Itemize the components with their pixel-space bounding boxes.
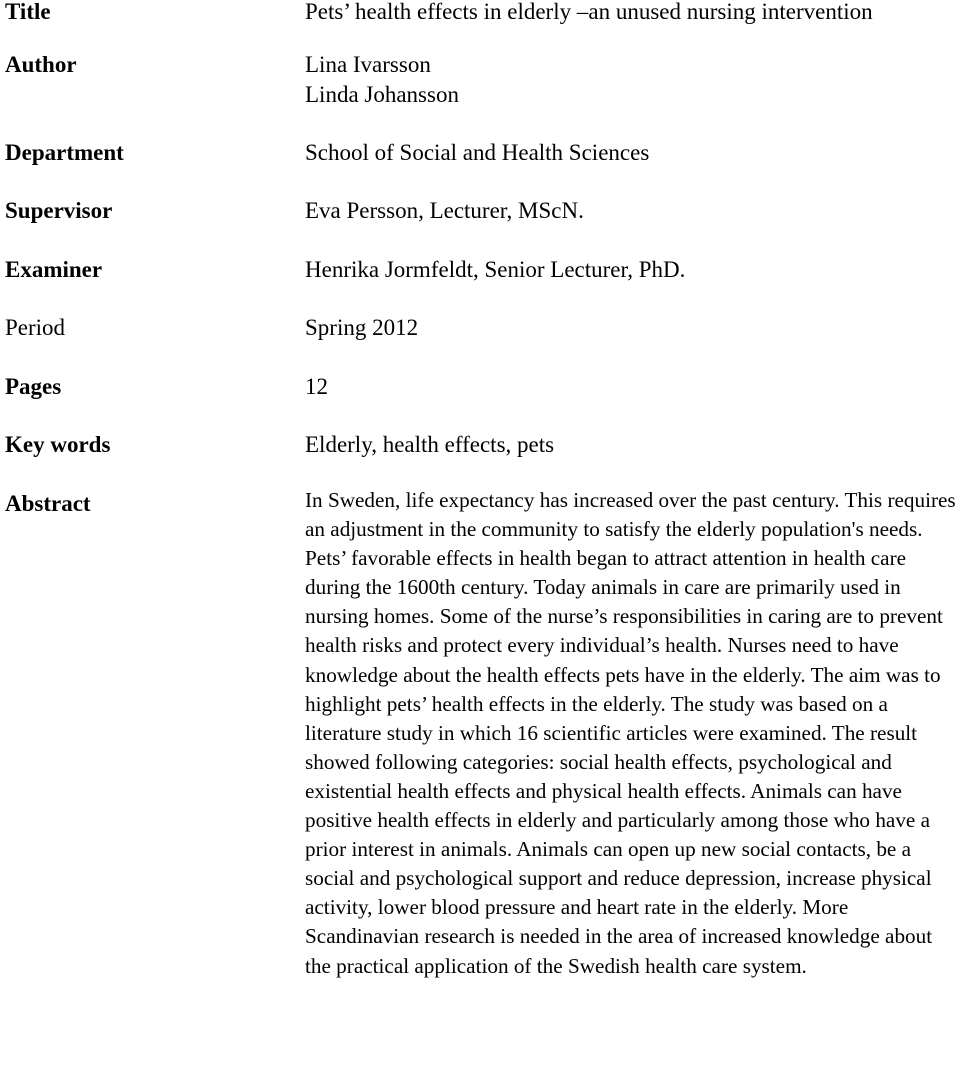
department-label: Department	[5, 140, 124, 165]
keywords-label: Key words	[5, 432, 111, 457]
supervisor-label: Supervisor	[5, 198, 113, 223]
abstract-text: In Sweden, life expectancy has increased over the past century. This requires an adjustment in the community to satisfy the elderly population's needs. Pets’ favorable effects in health began to attract attention in health care during the 1600th century. Today animals in care are primarily used in nursing homes. Some of the nurse’s responsibilities in caring are to prevent health risks and protect every individual’s health. Nurses need to have knowledge about the health effects pets have in the elderly. The aim was to highlight pets’ health effects in the elderly. The study was based on a literature study in which 16 scientific articles were examined. The result showed following categories: social health effects, psychological and existential health effects and physical health effects. Animals can have positive health effects in elderly and particularly among those who have a prior interest in animals. Animals can open up new social contacts, be a social and psychological support and reduce depression, increase physical activity, lower blood pressure and heart rate in the elderly. More Scandinavian research is needed in the area of increased knowledge about the practical application of the Swedish health care system.	[305, 488, 956, 978]
period-value: Spring 2012	[305, 315, 419, 340]
author-label: Author	[5, 52, 77, 77]
period-label: Period	[5, 315, 66, 340]
author-name-1: Lina Ivarsson	[305, 52, 431, 77]
abstract-label: Abstract	[5, 491, 91, 516]
title-label: Title	[5, 0, 51, 24]
examiner-value: Henrika Jormfeldt, Senior Lecturer, PhD.	[305, 257, 686, 282]
pages-value: 12	[305, 374, 328, 399]
supervisor-value: Eva Persson, Lecturer, MScN.	[305, 198, 584, 223]
pages-label: Pages	[5, 374, 62, 399]
title-value: Pets’ health effects in elderly –an unused nursing intervention	[305, 0, 873, 24]
examiner-label: Examiner	[5, 257, 103, 282]
keywords-value: Elderly, health effects, pets	[305, 432, 555, 457]
department-value: School of Social and Health Sciences	[305, 140, 650, 165]
author-name-2: Linda Johansson	[305, 82, 459, 107]
